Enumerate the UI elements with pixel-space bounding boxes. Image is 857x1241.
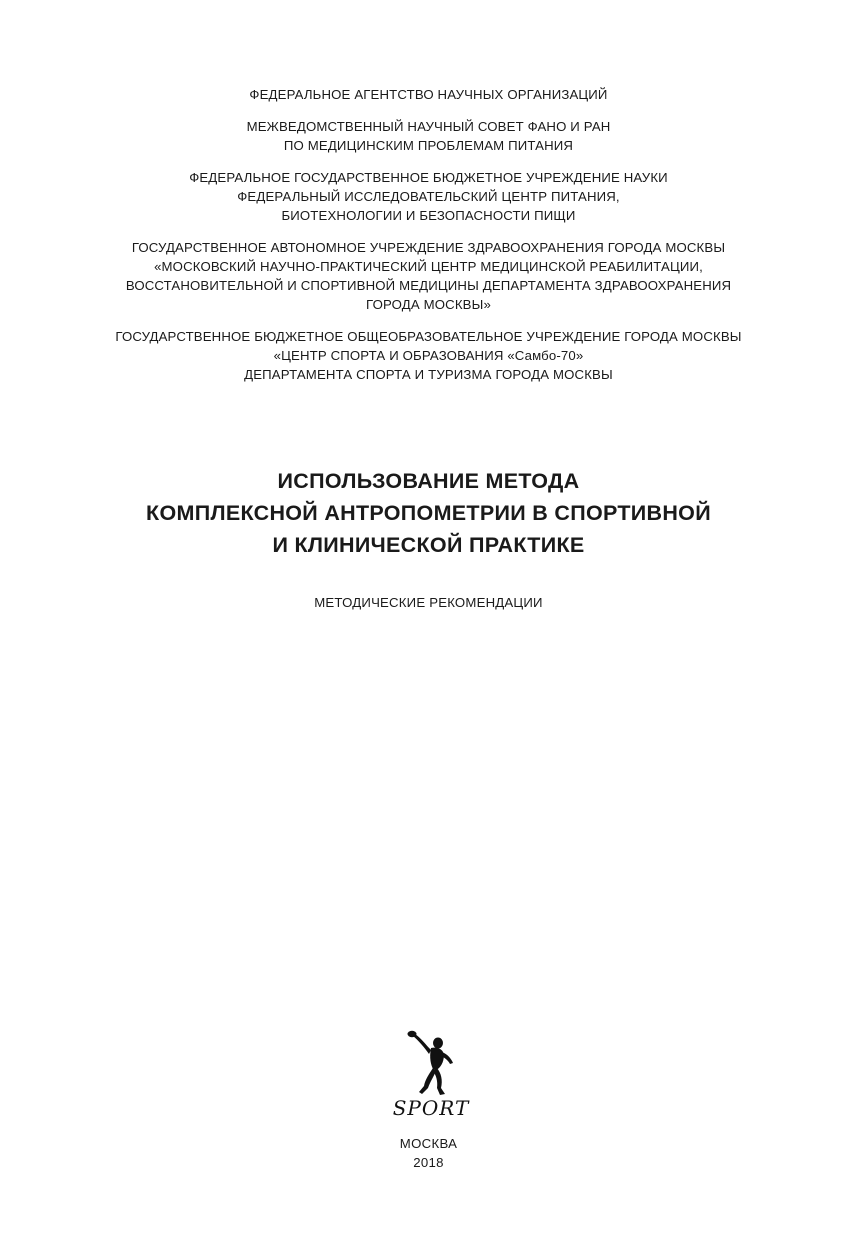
title-line: КОМПЛЕКСНОЙ АНТРОПОМЕТРИИ В СПОРТИВНОЙ (146, 501, 711, 525)
document-title (0, 465, 857, 561)
imprint (0, 1134, 857, 1172)
logo-wordmark: SPORT (392, 1096, 470, 1120)
discus-thrower-icon (391, 1028, 471, 1098)
imprint-city: МОСКВА (399, 1136, 458, 1151)
imprint-year: 2018 (413, 1155, 444, 1170)
organization-line: «ЦЕНТР СПОРТА И ОБРАЗОВАНИЯ «Самбо-70» (273, 348, 584, 363)
organization-line: МЕЖВЕДОМСТВЕННЫЙ НАУЧНЫЙ СОВЕТ ФАНО И РАН (246, 119, 611, 134)
organization-5 (0, 327, 857, 384)
organization-line: БИОТЕХНОЛОГИИ И БЕЗОПАСНОСТИ ПИЩИ (281, 208, 576, 223)
organizations-block (0, 85, 857, 397)
organization-line: ФЕДЕРАЛЬНОЕ ГОСУДАРСТВЕННОЕ БЮДЖЕТНОЕ УЧРЕЖДЕНИЕ НАУКИ (189, 170, 668, 185)
organization-1 (0, 85, 857, 104)
organization-line: ФЕДЕРАЛЬНЫЙ ИССЛЕДОВАТЕЛЬСКИЙ ЦЕНТР ПИТАНИЯ, (237, 189, 620, 204)
organization-2 (0, 117, 857, 155)
organization-4 (0, 238, 857, 314)
organization-line: ГОСУДАРСТВЕННОЕ АВТОНОМНОЕ УЧРЕЖДЕНИЕ ЗДРАВООХРАНЕНИЯ ГОРОДА МОСКВЫ (131, 240, 726, 255)
organization-line: «МОСКОВСКИЙ НАУЧНО-ПРАКТИЧЕСКИЙ ЦЕНТР МЕДИЦИНСКОЙ РЕАБИЛИТАЦИИ, (154, 259, 703, 274)
title-line: ИСПОЛЬЗОВАНИЕ МЕТОДА (277, 469, 580, 493)
organization-line: ГОРОДА МОСКВЫ» (366, 297, 491, 312)
organization-line: ДЕПАРТАМЕНТА СПОРТА И ТУРИЗМА ГОРОДА МОСКВЫ (244, 367, 613, 382)
organization-3 (0, 168, 857, 225)
document-subtitle: МЕТОДИЧЕСКИЕ РЕКОМЕНДАЦИИ (314, 595, 543, 610)
publisher-logo (391, 1028, 471, 1132)
organization-line: ПО МЕДИЦИНСКИМ ПРОБЛЕМАМ ПИТАНИЯ (283, 138, 574, 153)
organization-line: ВОССТАНОВИТЕЛЬНОЙ И СПОРТИВНОЙ МЕДИЦИНЫ ДЕПАРТАМЕНТА ЗДРАВООХРАНЕНИЯ (125, 278, 732, 293)
organization-line: ФЕДЕРАЛЬНОЕ АГЕНТСТВО НАУЧНЫХ ОРГАНИЗАЦИЙ (249, 87, 608, 102)
title-line: И КЛИНИЧЕСКОЙ ПРАКТИКЕ (272, 533, 585, 557)
organization-line: ГОСУДАРСТВЕННОЕ БЮДЖЕТНОЕ ОБЩЕОБРАЗОВАТЕЛЬНОЕ УЧРЕЖДЕНИЕ ГОРОДА МОСКВЫ (115, 329, 742, 344)
